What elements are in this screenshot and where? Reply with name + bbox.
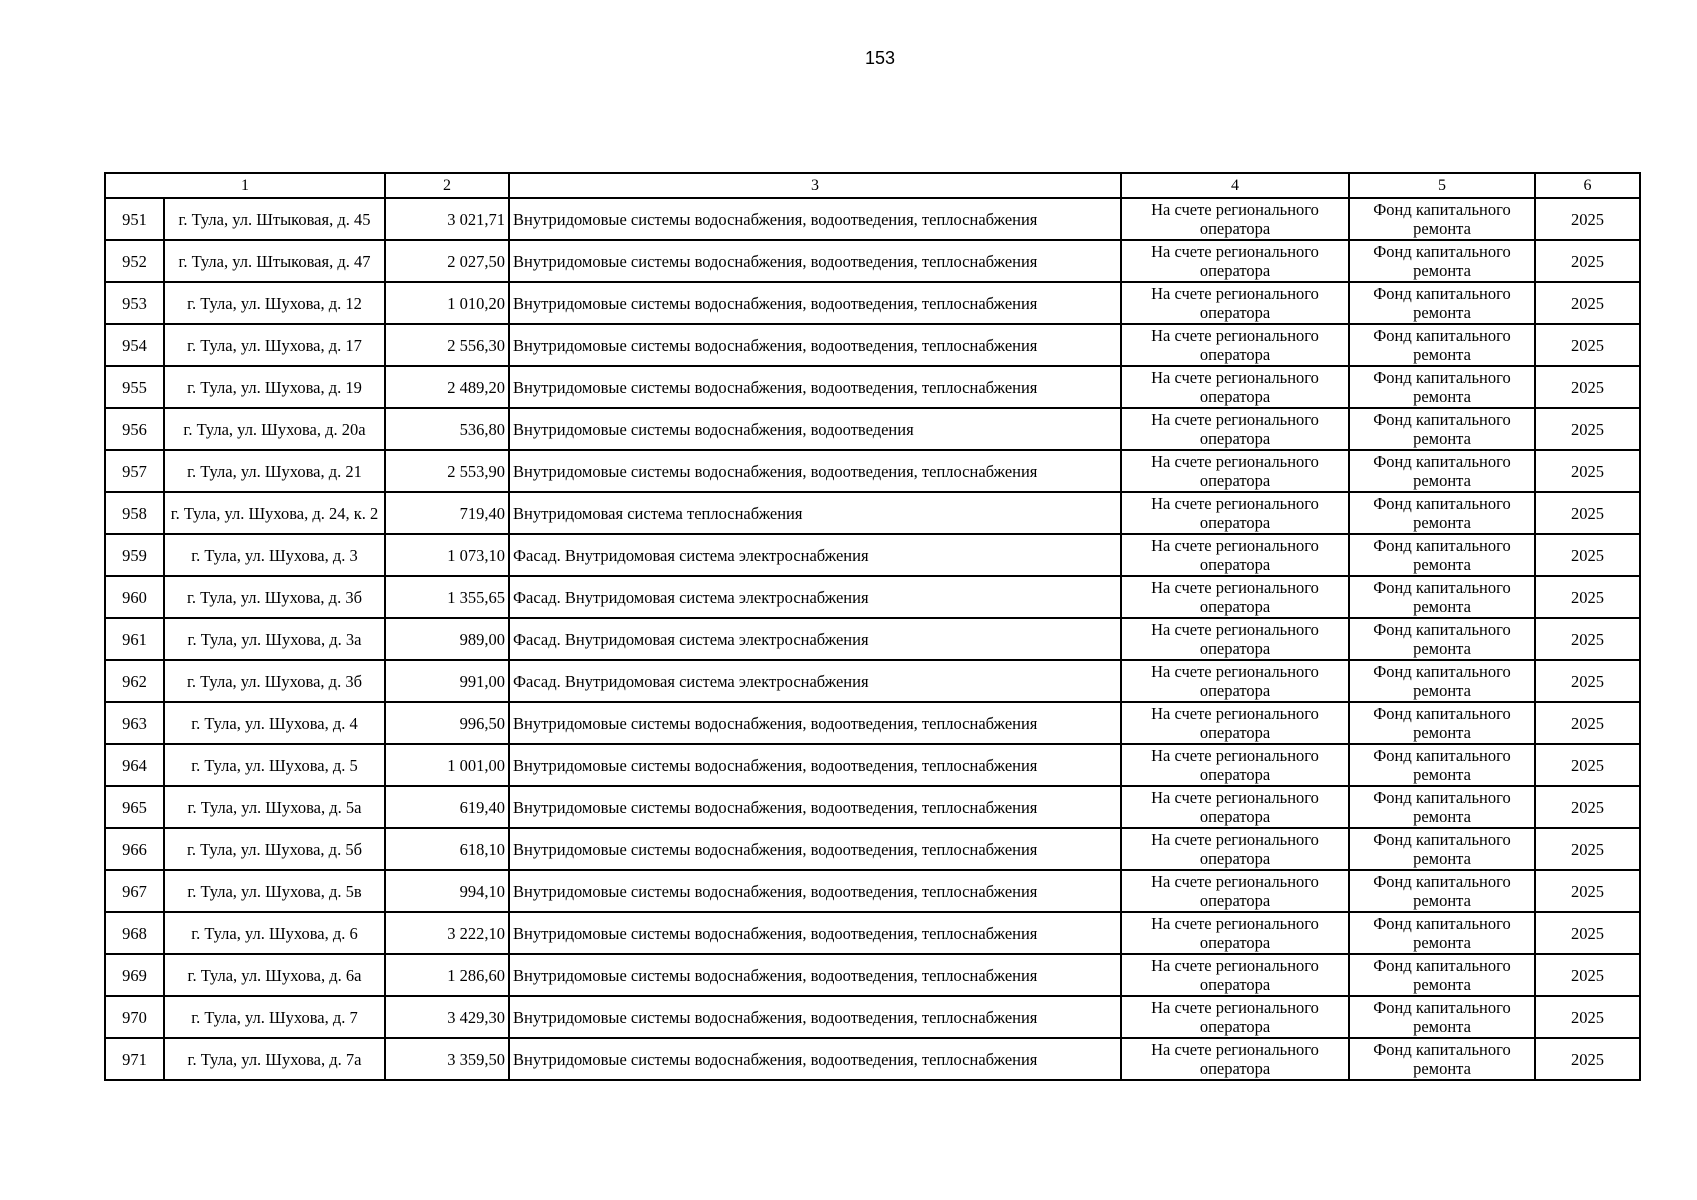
row-number-cell: 970 <box>105 996 164 1038</box>
address-cell: г. Тула, ул. Шухова, д. 21 <box>164 450 385 492</box>
works-cell: Внутридомовые системы водоснабжения, водоотведения, теплоснабжения <box>509 240 1121 282</box>
account-method-cell: На счете регионального оператора <box>1121 954 1349 996</box>
year-cell: 2025 <box>1535 198 1640 240</box>
row-number-cell: 964 <box>105 744 164 786</box>
works-cell: Внутридомовые системы водоснабжения, водоотведения, теплоснабжения <box>509 1038 1121 1080</box>
area-cell: 991,00 <box>385 660 509 702</box>
table-row <box>105 576 1640 618</box>
year-cell: 2025 <box>1535 408 1640 450</box>
works-cell: Фасад. Внутридомовая система электроснабжения <box>509 618 1121 660</box>
works-cell: Внутридомовые системы водоснабжения, водоотведения, теплоснабжения <box>509 366 1121 408</box>
row-number-cell: 958 <box>105 492 164 534</box>
account-method-cell: На счете регионального оператора <box>1121 408 1349 450</box>
row-number-cell: 953 <box>105 282 164 324</box>
column-header-3: 3 <box>509 173 1121 198</box>
row-number-cell: 957 <box>105 450 164 492</box>
table-row <box>105 702 1640 744</box>
works-cell: Внутридомовые системы водоснабжения, водоотведения, теплоснабжения <box>509 786 1121 828</box>
works-cell: Внутридомовые системы водоснабжения, водоотведения <box>509 408 1121 450</box>
year-cell: 2025 <box>1535 492 1640 534</box>
column-header-4: 4 <box>1121 173 1349 198</box>
column-header-2: 2 <box>385 173 509 198</box>
funding-source-cell: Фонд капитального ремонта <box>1349 660 1535 702</box>
account-method-cell: На счете регионального оператора <box>1121 240 1349 282</box>
works-cell: Внутридомовые системы водоснабжения, водоотведения, теплоснабжения <box>509 450 1121 492</box>
row-number-cell: 963 <box>105 702 164 744</box>
area-cell: 1 073,10 <box>385 534 509 576</box>
account-method-cell: На счете регионального оператора <box>1121 534 1349 576</box>
row-number-cell: 955 <box>105 366 164 408</box>
table-row <box>105 828 1640 870</box>
area-cell: 1 355,65 <box>385 576 509 618</box>
works-cell: Внутридомовые системы водоснабжения, водоотведения, теплоснабжения <box>509 282 1121 324</box>
address-cell: г. Тула, ул. Шухова, д. 12 <box>164 282 385 324</box>
table-row <box>105 744 1640 786</box>
funding-source-cell: Фонд капитального ремонта <box>1349 198 1535 240</box>
works-cell: Внутридомовые системы водоснабжения, водоотведения, теплоснабжения <box>509 198 1121 240</box>
row-number-cell: 969 <box>105 954 164 996</box>
address-cell: г. Тула, ул. Шухова, д. 5 <box>164 744 385 786</box>
table-row <box>105 996 1640 1038</box>
table-row <box>105 492 1640 534</box>
address-cell: г. Тула, ул. Шухова, д. 17 <box>164 324 385 366</box>
area-cell: 989,00 <box>385 618 509 660</box>
funding-source-cell: Фонд капитального ремонта <box>1349 828 1535 870</box>
account-method-cell: На счете регионального оператора <box>1121 450 1349 492</box>
account-method-cell: На счете регионального оператора <box>1121 366 1349 408</box>
funding-source-cell: Фонд капитального ремонта <box>1349 282 1535 324</box>
table-row <box>105 618 1640 660</box>
table-row <box>105 954 1640 996</box>
table-row <box>105 1038 1640 1080</box>
table-row <box>105 324 1640 366</box>
area-cell: 3 021,71 <box>385 198 509 240</box>
table-body <box>105 173 1640 1080</box>
year-cell: 2025 <box>1535 702 1640 744</box>
row-number-cell: 967 <box>105 870 164 912</box>
funding-source-cell: Фонд капитального ремонта <box>1349 954 1535 996</box>
area-cell: 619,40 <box>385 786 509 828</box>
table-header-row <box>105 173 1640 198</box>
area-cell: 2 489,20 <box>385 366 509 408</box>
row-number-cell: 956 <box>105 408 164 450</box>
funding-source-cell: Фонд капитального ремонта <box>1349 996 1535 1038</box>
address-cell: г. Тула, ул. Штыковая, д. 45 <box>164 198 385 240</box>
year-cell: 2025 <box>1535 282 1640 324</box>
year-cell: 2025 <box>1535 828 1640 870</box>
account-method-cell: На счете регионального оператора <box>1121 618 1349 660</box>
table-row <box>105 450 1640 492</box>
area-cell: 994,10 <box>385 870 509 912</box>
address-cell: г. Тула, ул. Шухова, д. 3б <box>164 660 385 702</box>
funding-source-cell: Фонд капитального ремонта <box>1349 576 1535 618</box>
area-cell: 3 222,10 <box>385 912 509 954</box>
column-header-1: 1 <box>105 173 385 198</box>
year-cell: 2025 <box>1535 366 1640 408</box>
year-cell: 2025 <box>1535 1038 1640 1080</box>
address-cell: г. Тула, ул. Шухова, д. 3а <box>164 618 385 660</box>
address-cell: г. Тула, ул. Шухова, д. 7а <box>164 1038 385 1080</box>
address-cell: г. Тула, ул. Шухова, д. 5в <box>164 870 385 912</box>
funding-source-cell: Фонд капитального ремонта <box>1349 534 1535 576</box>
year-cell: 2025 <box>1535 954 1640 996</box>
year-cell: 2025 <box>1535 450 1640 492</box>
address-cell: г. Тула, ул. Шухова, д. 4 <box>164 702 385 744</box>
account-method-cell: На счете регионального оператора <box>1121 912 1349 954</box>
account-method-cell: На счете регионального оператора <box>1121 744 1349 786</box>
funding-source-cell: Фонд капитального ремонта <box>1349 744 1535 786</box>
year-cell: 2025 <box>1535 744 1640 786</box>
year-cell: 2025 <box>1535 576 1640 618</box>
funding-source-cell: Фонд капитального ремонта <box>1349 240 1535 282</box>
works-cell: Внутридомовые системы водоснабжения, водоотведения, теплоснабжения <box>509 912 1121 954</box>
account-method-cell: На счете регионального оператора <box>1121 996 1349 1038</box>
account-method-cell: На счете регионального оператора <box>1121 702 1349 744</box>
funding-source-cell: Фонд капитального ремонта <box>1349 618 1535 660</box>
area-cell: 1 010,20 <box>385 282 509 324</box>
works-cell: Фасад. Внутридомовая система электроснабжения <box>509 576 1121 618</box>
address-cell: г. Тула, ул. Шухова, д. 6а <box>164 954 385 996</box>
address-cell: г. Тула, ул. Шухова, д. 6 <box>164 912 385 954</box>
table-row <box>105 240 1640 282</box>
area-cell: 719,40 <box>385 492 509 534</box>
address-cell: г. Тула, ул. Шухова, д. 3 <box>164 534 385 576</box>
works-cell: Внутридомовые системы водоснабжения, водоотведения, теплоснабжения <box>509 744 1121 786</box>
page-number: 153 <box>864 48 896 68</box>
account-method-cell: На счете регионального оператора <box>1121 492 1349 534</box>
area-cell: 2 027,50 <box>385 240 509 282</box>
area-cell: 618,10 <box>385 828 509 870</box>
year-cell: 2025 <box>1535 786 1640 828</box>
funding-source-cell: Фонд капитального ремонта <box>1349 324 1535 366</box>
works-cell: Внутридомовые системы водоснабжения, водоотведения, теплоснабжения <box>509 702 1121 744</box>
funding-source-cell: Фонд капитального ремонта <box>1349 492 1535 534</box>
works-cell: Фасад. Внутридомовая система электроснабжения <box>509 660 1121 702</box>
account-method-cell: На счете регионального оператора <box>1121 1038 1349 1080</box>
table-row <box>105 660 1640 702</box>
table-row <box>105 786 1640 828</box>
funding-source-cell: Фонд капитального ремонта <box>1349 1038 1535 1080</box>
row-number-cell: 971 <box>105 1038 164 1080</box>
area-cell: 1 001,00 <box>385 744 509 786</box>
area-cell: 1 286,60 <box>385 954 509 996</box>
row-number-cell: 968 <box>105 912 164 954</box>
row-number-cell: 952 <box>105 240 164 282</box>
funding-source-cell: Фонд капитального ремонта <box>1349 408 1535 450</box>
area-cell: 2 556,30 <box>385 324 509 366</box>
works-cell: Внутридомовые системы водоснабжения, водоотведения, теплоснабжения <box>509 324 1121 366</box>
funding-source-cell: Фонд капитального ремонта <box>1349 870 1535 912</box>
area-cell: 996,50 <box>385 702 509 744</box>
year-cell: 2025 <box>1535 996 1640 1038</box>
row-number-cell: 960 <box>105 576 164 618</box>
account-method-cell: На счете регионального оператора <box>1121 828 1349 870</box>
works-cell: Фасад. Внутридомовая система электроснабжения <box>509 534 1121 576</box>
year-cell: 2025 <box>1535 240 1640 282</box>
table-row <box>105 408 1640 450</box>
year-cell: 2025 <box>1535 660 1640 702</box>
area-cell: 2 553,90 <box>385 450 509 492</box>
funding-source-cell: Фонд капитального ремонта <box>1349 702 1535 744</box>
row-number-cell: 966 <box>105 828 164 870</box>
table-row <box>105 534 1640 576</box>
address-cell: г. Тула, ул. Шухова, д. 5б <box>164 828 385 870</box>
funding-source-cell: Фонд капитального ремонта <box>1349 912 1535 954</box>
funding-source-cell: Фонд капитального ремонта <box>1349 366 1535 408</box>
table-row <box>105 912 1640 954</box>
address-cell: г. Тула, ул. Шухова, д. 7 <box>164 996 385 1038</box>
year-cell: 2025 <box>1535 912 1640 954</box>
table-row <box>105 198 1640 240</box>
account-method-cell: На счете регионального оператора <box>1121 660 1349 702</box>
works-cell: Внутридомовые системы водоснабжения, водоотведения, теплоснабжения <box>509 996 1121 1038</box>
row-number-cell: 962 <box>105 660 164 702</box>
account-method-cell: На счете регионального оператора <box>1121 198 1349 240</box>
address-cell: г. Тула, ул. Шухова, д. 3б <box>164 576 385 618</box>
table-row <box>105 870 1640 912</box>
area-cell: 3 359,50 <box>385 1038 509 1080</box>
address-cell: г. Тула, ул. Шухова, д. 5а <box>164 786 385 828</box>
year-cell: 2025 <box>1535 534 1640 576</box>
address-cell: г. Тула, ул. Шухова, д. 24, к. 2 <box>164 492 385 534</box>
account-method-cell: На счете регионального оператора <box>1121 786 1349 828</box>
works-cell: Внутридомовые системы водоснабжения, водоотведения, теплоснабжения <box>509 828 1121 870</box>
row-number-cell: 951 <box>105 198 164 240</box>
works-cell: Внутридомовая система теплоснабжения <box>509 492 1121 534</box>
row-number-cell: 959 <box>105 534 164 576</box>
year-cell: 2025 <box>1535 870 1640 912</box>
works-cell: Внутридомовые системы водоснабжения, водоотведения, теплоснабжения <box>509 954 1121 996</box>
works-cell: Внутридомовые системы водоснабжения, водоотведения, теплоснабжения <box>509 870 1121 912</box>
account-method-cell: На счете регионального оператора <box>1121 324 1349 366</box>
row-number-cell: 954 <box>105 324 164 366</box>
account-method-cell: На счете регионального оператора <box>1121 282 1349 324</box>
year-cell: 2025 <box>1535 324 1640 366</box>
column-header-6: 6 <box>1535 173 1640 198</box>
address-cell: г. Тула, ул. Штыковая, д. 47 <box>164 240 385 282</box>
table-row <box>105 282 1640 324</box>
table-row <box>105 366 1640 408</box>
year-cell: 2025 <box>1535 618 1640 660</box>
row-number-cell: 965 <box>105 786 164 828</box>
funding-source-cell: Фонд капитального ремонта <box>1349 786 1535 828</box>
row-number-cell: 961 <box>105 618 164 660</box>
column-header-5: 5 <box>1349 173 1535 198</box>
address-cell: г. Тула, ул. Шухова, д. 20а <box>164 408 385 450</box>
address-cell: г. Тула, ул. Шухова, д. 19 <box>164 366 385 408</box>
repair-registry-table <box>104 172 1641 1081</box>
account-method-cell: На счете регионального оператора <box>1121 576 1349 618</box>
funding-source-cell: Фонд капитального ремонта <box>1349 450 1535 492</box>
account-method-cell: На счете регионального оператора <box>1121 870 1349 912</box>
area-cell: 536,80 <box>385 408 509 450</box>
area-cell: 3 429,30 <box>385 996 509 1038</box>
